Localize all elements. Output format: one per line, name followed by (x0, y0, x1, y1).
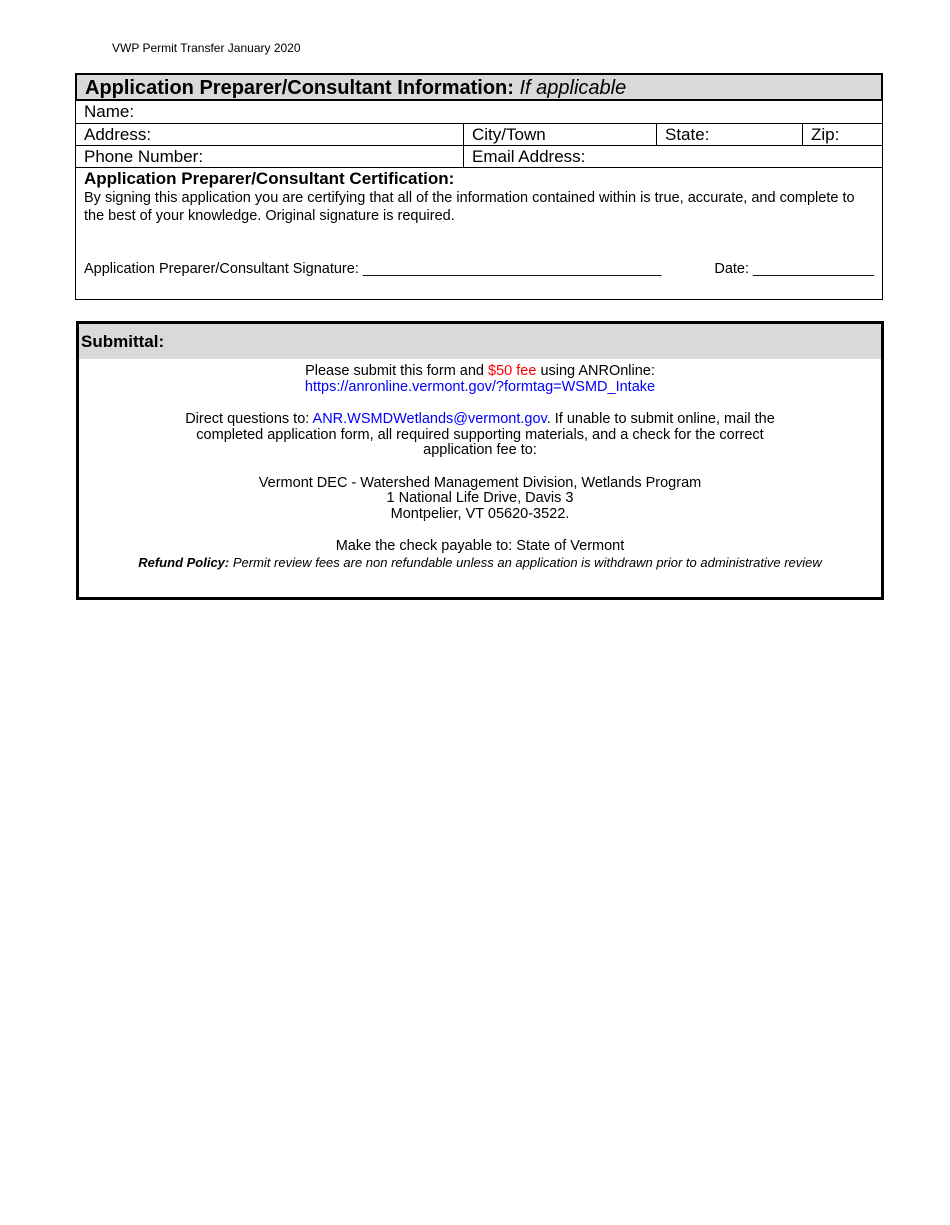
name-field[interactable]: Name: (84, 102, 135, 121)
address-field[interactable]: Address: (84, 125, 152, 144)
submittal-title: Submittal: (79, 324, 881, 359)
certification-block (76, 167, 882, 299)
preparer-section-title (75, 73, 883, 101)
refund-text: Permit review fees are non refundable unless an application is withdrawn prior to administrative review (229, 554, 822, 570)
mailing-address-line-3: Montpelier, VT 05620-3522. (390, 505, 570, 522)
preparer-info-table (75, 73, 883, 300)
certification-title: Application Preparer/Consultant Certification: (84, 169, 455, 188)
city-field[interactable]: City/Town (463, 124, 656, 145)
mailing-address-line-2: 1 National Life Drive, Davis 3 (386, 490, 574, 506)
submittal-box (76, 321, 884, 600)
payable-to: Make the check payable to: State of Vermont (335, 538, 625, 554)
submit-text: Please submit this form and (305, 363, 489, 379)
phone-field[interactable]: Phone Number: (84, 147, 204, 166)
submit-instructions (79, 364, 881, 380)
refund-policy (79, 555, 881, 571)
wetlands-email-link[interactable]: ANR.WSMDWetlands@vermont.gov (312, 411, 547, 427)
address-row (76, 123, 882, 145)
state-field[interactable]: State: (656, 124, 802, 145)
questions-line-2: completed application form, all required supporting materials, and a check for the correct (196, 426, 764, 443)
preparer-title-italic: If applicable (519, 77, 627, 99)
date-field[interactable]: Date: _______________ (714, 261, 874, 277)
certification-text: By signing this application you are certifying that all of the information contained within is true, accurate, and complete to the best of your knowledge. Original signature is required. (84, 190, 855, 224)
questions-text-after: . If unable to submit online, mail the (546, 411, 775, 427)
preparer-title-bold: Application Preparer/Consultant Information: (85, 77, 514, 99)
fee-amount: $50 fee (488, 363, 537, 379)
signature-field[interactable]: Application Preparer/Consultant Signature: _____________________________________ (84, 261, 662, 277)
submit-text-after: using ANROnline: (536, 363, 655, 379)
refund-label: Refund Policy: (138, 554, 230, 570)
submittal-body (79, 359, 881, 570)
questions-line-3: application fee to: (423, 442, 537, 458)
signature-line (84, 260, 874, 278)
questions-text: Direct questions to: (185, 411, 313, 427)
header-note: VWP Permit Transfer January 2020 (112, 41, 301, 55)
zip-field[interactable]: Zip: (802, 124, 882, 145)
mailing-address-line-1: Vermont DEC - Watershed Management Division, Wetlands Program (258, 474, 702, 491)
name-row (76, 101, 882, 123)
email-field[interactable]: Email Address: (463, 146, 882, 167)
questions-line (79, 412, 881, 428)
contact-row (76, 145, 882, 167)
anronline-link[interactable]: https://anronline.vermont.gov/?formtag=WSMD_Intake (304, 378, 656, 395)
